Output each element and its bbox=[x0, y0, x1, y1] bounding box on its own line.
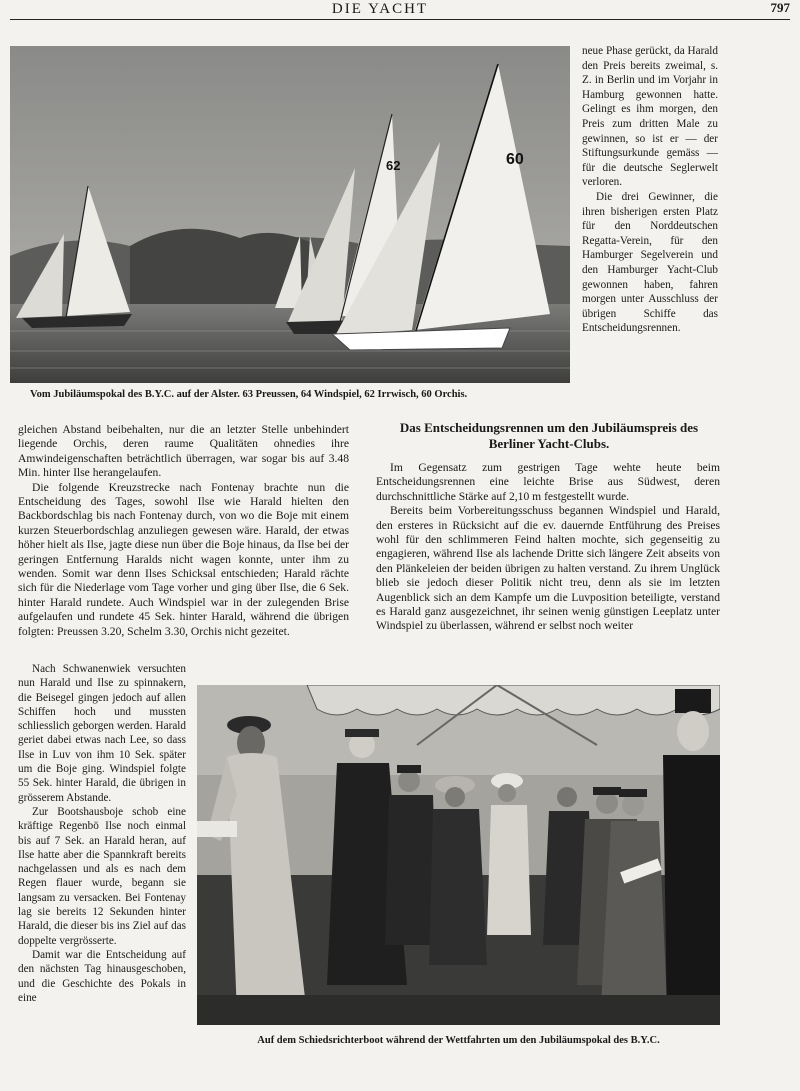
left-paragraph-1: gleichen Abstand beibehalten, nur die an letzter Stelle unbehindert liegende Orchis, deren raume Qualitäten ohnedies ihre Amwindeigenschaften beträchtlich überragen, war sogar bis auf 3.48 Min. hinter Ilse herangelaufen. bbox=[18, 423, 349, 480]
left-paragraph-4: Zur Bootshausboje schob eine kräftige Regenbö Ilse noch einmal bis auf 7 Sek. an Harald heran, auf Ilse hatte aber die Spannkraft bereits nachgelassen und als es nach dem Regen flauer wurde, begann sie langsam zu versacken. Bei Fontenay lag sie bereits 12 Sekunden hinter Harald, die dieser bis ins Ziel auf das doppelte vergrösserte. bbox=[18, 805, 186, 947]
right-text-column bbox=[376, 461, 720, 634]
sail-number-62: 62 bbox=[386, 158, 401, 173]
left-paragraph-3: Nach Schwanenwiek versuchten nun Harald und Ilse zu spinnakern, die Beisegel gingen jedoch auf allen Schiffen hoch und mussten schliesslich geborgen werden. Harald geriet dabei etwas nach Lee, so dass Ilse in Luv von ihm 10 Sek. später um die Boje ging. Windspiel folgte 55 Sek. hinter Harald, die übrigen in grösserem Abstande. bbox=[18, 663, 186, 804]
sailboat-illustration bbox=[10, 46, 570, 383]
figure-top-caption: Vom Jubiläumspokal des B.Y.C. auf der Alster. 63 Preussen, 64 Windspiel, 62 Irrwisch, 60 Orchis. bbox=[30, 389, 468, 400]
left-text-column bbox=[18, 423, 349, 639]
sailboat-photo bbox=[10, 46, 570, 383]
sidebar-paragraph-1: neue Phase gerückt, da Harald den Preis bereits zweimal, s. Z. in Berlin und im Vorjahr in Hamburg gewonnen hatte. Gelingt es ihm morgen, den Preis zum dritten Male zu gewinnen, so ist er — der Stiftungsurkunde gemäss — für die deutsche Seglerwelt verloren. bbox=[582, 45, 718, 189]
right-paragraph-2: Bereits beim Vorbereitungsschuss begannen Windspiel und Harald, den ersteres in Rücksicht auf die ev. dauernde Entführung des Preises wohl für den schlimmeren Feind halten mochte, sich gegenseitig zu engagieren, während Ilse als lachende Dritte sich längere Zeit abseits von den Plänkeleien der beiden übrigen zu halten verstand. Zu ihrem Unglück blieb sie jedoch dieser Politik nicht treu, denn als sie im letzten Augenblick sich an dem Kampfe um die Luvposition beteiligte, verstand es Harald ganz ausgezeichnet, ihr seinen wenig günstigen Leeplatz unter Windspiel zu überlassen, während er selbst noch weiter bbox=[376, 504, 720, 633]
article-heading: Das Entscheidungsrennen um den Jubiläumspreis des Berliner Yacht-Clubs. bbox=[399, 420, 699, 451]
sail-number-60: 60 bbox=[506, 151, 524, 168]
page-number: 797 bbox=[770, 0, 790, 15]
left-narrow-column bbox=[18, 662, 186, 1005]
judges-boat-photo bbox=[197, 685, 720, 1025]
judges-boat-illustration bbox=[197, 685, 720, 1025]
sidebar-text-column bbox=[582, 44, 718, 336]
sidebar-paragraph-2: Die drei Gewinner, die ihren bisherigen ersten Platz für den Norddeutschen Regatta-Verein, für den Hamburger Segelverein und den Hamburger Yacht-Club gewonnen haben, fahren morgen unter Ausschluss der übrigen Schiffe das Entscheidungsrennen. bbox=[582, 190, 718, 335]
running-title: DIE YACHT bbox=[331, 1, 429, 17]
header-rule bbox=[10, 19, 790, 20]
figure-bottom-caption: Auf dem Schiedsrichterboot während der Wettfahrten um den Jubiläumspokal des B.Y.C. bbox=[257, 1035, 660, 1046]
left-paragraph-2: Die folgende Kreuzstrecke nach Fontenay brachte nun die Entscheidung des Tages, sowohl Ilse wie Harald hielten den Backbordschlag bis nach Fontenay durch, von wo die Boje mit einem kurzen Steuerbordschlag anzuliegen gewesen wäre. Harald, der etwas höher hielt als Ilse, jagte diese nun über die Boje hinaus, da Ilse bei der geringen Entfernung Haralds nicht wagen konnte, unter ihm zu wenden. Somit war denn Ilses Schicksal entschieden; Harald rächte sich für die Niederlage vom Tage vorher und ging über Ilse, die 6 Sek. hinter Harald rundete. Auch Windspiel war in der zulegenden Brise aufgelaufen und rundete 45 Sek. hinter Harald, während die übrigen folgten: Preussen 3.20, Schelm 3.30, Orchis nicht gezeitet. bbox=[18, 480, 349, 638]
left-paragraph-5: Damit war die Entscheidung auf den nächsten Tag hinausgeschoben, und die Geschichte des Pokals in eine bbox=[18, 948, 186, 1004]
right-paragraph-1: Im Gegensatz zum gestrigen Tage wehte heute beim Entscheidungsrennen eine leichte Brise aus Südwest, deren durchschnittliche Stärke auf 2,10 m festgestellt wurde. bbox=[376, 461, 720, 503]
